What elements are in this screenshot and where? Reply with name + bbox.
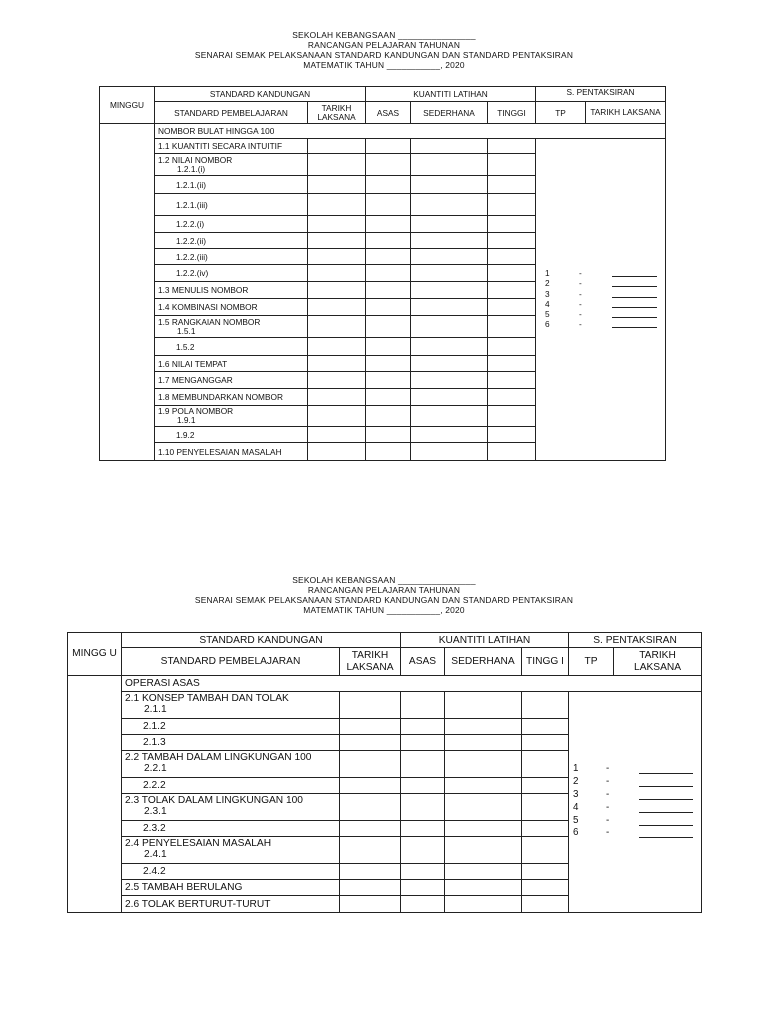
tinggi-cell[interactable] bbox=[488, 389, 536, 406]
asas-cell[interactable] bbox=[366, 338, 411, 356]
tinggi-cell[interactable] bbox=[522, 880, 569, 896]
tp-level: 2 bbox=[545, 278, 550, 289]
tarikh-cell[interactable] bbox=[308, 427, 366, 443]
sederhana-cell[interactable] bbox=[411, 282, 488, 299]
standard-sub-item: 2.1.2 bbox=[122, 719, 340, 735]
tp-dash: - bbox=[606, 788, 610, 800]
sederhana-cell[interactable] bbox=[445, 778, 522, 794]
standard-sub-item: 1.2.1.(iii) bbox=[155, 194, 308, 216]
tarikh-cell[interactable] bbox=[340, 837, 401, 864]
sederhana-cell[interactable] bbox=[411, 338, 488, 356]
table-row bbox=[68, 692, 702, 719]
plan-title: RANCANGAN PELAJARAN TAHUNAN bbox=[307, 40, 461, 51]
sederhana-cell[interactable] bbox=[411, 427, 488, 443]
topic-row bbox=[100, 124, 666, 139]
tp-level: 6 bbox=[573, 827, 579, 839]
asas-cell[interactable] bbox=[401, 751, 445, 778]
tinggi-cell[interactable] bbox=[522, 864, 569, 880]
standard-sub-item: 2.3.1 bbox=[144, 806, 167, 817]
tarikh-laksana-header-2: TARIKH LAKSANA bbox=[614, 648, 702, 676]
standard-sub-item: 2.4.2 bbox=[122, 864, 340, 880]
asas-cell[interactable] bbox=[366, 233, 411, 249]
school-name-line: SEKOLAH KEBANGSAAN ________________ bbox=[292, 575, 476, 585]
sederhana-cell[interactable] bbox=[411, 216, 488, 233]
sederhana-cell[interactable] bbox=[411, 265, 488, 282]
tp-cell bbox=[569, 692, 702, 913]
asas-cell[interactable] bbox=[401, 735, 445, 751]
standard-item bbox=[155, 406, 308, 427]
tinggi-cell[interactable] bbox=[488, 299, 536, 316]
standard-item bbox=[155, 154, 308, 176]
tp-row-3 bbox=[536, 289, 665, 299]
standard-sub-item: 1.2.2.(i) bbox=[155, 216, 308, 233]
standard-sub-item: 2.3.2 bbox=[122, 821, 340, 837]
header-row-1 bbox=[100, 87, 666, 102]
standard-sub-item: 1.9.2 bbox=[155, 427, 308, 443]
tp-level: 5 bbox=[573, 814, 579, 826]
tinggi-cell[interactable] bbox=[488, 139, 536, 154]
standard-item: 1.4 KOMBINASI NOMBOR bbox=[155, 299, 308, 316]
standard-kandungan-header: STANDARD KANDUNGAN bbox=[122, 633, 401, 648]
tarikh-cell[interactable] bbox=[308, 139, 366, 154]
standard-item-title: 1.2 NILAI NOMBOR bbox=[158, 154, 233, 165]
tp-row-6 bbox=[536, 319, 665, 329]
tarikh-cell[interactable] bbox=[308, 176, 366, 194]
sederhana-cell[interactable] bbox=[445, 735, 522, 751]
standard-item-title: 1.9 POLA NOMBOR bbox=[158, 406, 234, 417]
tp-level: 3 bbox=[573, 788, 579, 800]
tarikh-laksana-header: TARIKH LAKSANA bbox=[340, 648, 401, 676]
tinggi-header: TINGGI bbox=[488, 102, 536, 124]
tp-level: 4 bbox=[545, 298, 550, 309]
tp-date-blank[interactable] bbox=[639, 825, 693, 826]
sederhana-cell[interactable] bbox=[411, 406, 488, 427]
tp-date-blank[interactable] bbox=[612, 297, 657, 298]
tp-row-4 bbox=[536, 299, 665, 309]
tarikh-cell[interactable] bbox=[340, 864, 401, 880]
tarikh-cell[interactable] bbox=[308, 282, 366, 299]
minggu-cell[interactable] bbox=[100, 124, 155, 461]
tp-date-blank[interactable] bbox=[639, 799, 693, 800]
standard-item bbox=[122, 837, 340, 864]
header-row-2 bbox=[68, 648, 702, 676]
tp-row-6 bbox=[569, 827, 701, 840]
tp-date-blank[interactable] bbox=[639, 786, 693, 787]
tinggi-cell[interactable] bbox=[488, 427, 536, 443]
tp-dash: - bbox=[579, 309, 582, 320]
standard-sub-item: 2.1.3 bbox=[122, 735, 340, 751]
standard-item: 1.1 KUANTITI SECARA INTUITIF bbox=[155, 139, 308, 154]
tp-dash: - bbox=[579, 268, 582, 278]
subject-line: MATEMATIK TAHUN ___________, 2020 bbox=[303, 605, 465, 616]
tp-date-blank[interactable] bbox=[612, 327, 657, 328]
tp-row-4 bbox=[569, 802, 701, 815]
checklist-table bbox=[99, 86, 666, 461]
asas-cell[interactable] bbox=[366, 389, 411, 406]
tinggi-cell[interactable] bbox=[488, 356, 536, 372]
tp-level: 2 bbox=[573, 775, 579, 787]
tinggi-cell[interactable] bbox=[488, 154, 536, 176]
tp-date-blank[interactable] bbox=[612, 286, 657, 287]
standard-sub-item: 1.2.1.(i) bbox=[177, 163, 206, 174]
sederhana-cell[interactable] bbox=[445, 794, 522, 821]
tinggi-cell[interactable] bbox=[488, 194, 536, 216]
asas-cell[interactable] bbox=[401, 794, 445, 821]
asas-cell[interactable] bbox=[366, 139, 411, 154]
standard-sub-item: 1.2.2.(iii) bbox=[155, 249, 308, 265]
sederhana-cell[interactable] bbox=[445, 719, 522, 735]
tp-dash: - bbox=[579, 288, 582, 299]
tinggi-header: TINGG I bbox=[522, 648, 569, 676]
subject-line: MATEMATIK TAHUN ___________, 2020 bbox=[303, 60, 465, 71]
minggu-header: MINGGU bbox=[100, 87, 155, 124]
sederhana-cell[interactable] bbox=[445, 692, 522, 719]
tinggi-cell[interactable] bbox=[488, 316, 536, 338]
tarikh-cell[interactable] bbox=[308, 299, 366, 316]
standard-sub-item: 2.2.2 bbox=[122, 778, 340, 794]
standard-pembelajaran-header: STANDARD PEMBELAJARAN bbox=[122, 648, 340, 676]
tp-level: 4 bbox=[573, 801, 579, 813]
asas-cell[interactable] bbox=[366, 249, 411, 265]
topic-title: OPERASI ASAS bbox=[122, 676, 702, 692]
tinggi-cell[interactable] bbox=[488, 443, 536, 461]
sederhana-cell[interactable] bbox=[411, 389, 488, 406]
tinggi-cell[interactable] bbox=[522, 778, 569, 794]
standard-item-title: 2.1 KONSEP TAMBAH DAN TOLAK bbox=[125, 693, 289, 705]
standard-item bbox=[122, 751, 340, 778]
tp-list bbox=[569, 763, 701, 840]
asas-header: ASAS bbox=[401, 648, 445, 676]
tp-dash: - bbox=[606, 763, 610, 774]
standard-item: 1.10 PENYELESAIAN MASALAH bbox=[155, 443, 308, 461]
asas-cell[interactable] bbox=[366, 265, 411, 282]
school-name-line: SEKOLAH KEBANGSAAN ________________ bbox=[292, 30, 476, 40]
sederhana-cell[interactable] bbox=[445, 837, 522, 864]
tarikh-cell[interactable] bbox=[308, 338, 366, 356]
standard-item: 1.3 MENULIS NOMBOR bbox=[155, 282, 308, 299]
tarikh-cell[interactable] bbox=[308, 406, 366, 427]
header-row-2 bbox=[100, 102, 666, 124]
sederhana-cell[interactable] bbox=[411, 139, 488, 154]
sederhana-cell[interactable] bbox=[411, 233, 488, 249]
tp-list bbox=[536, 268, 665, 330]
standard-sub-item: 1.9.1 bbox=[177, 415, 196, 425]
asas-cell[interactable] bbox=[401, 719, 445, 735]
tarikh-cell[interactable] bbox=[308, 154, 366, 176]
tp-date-blank[interactable] bbox=[639, 773, 693, 774]
minggu-header: MINGG U bbox=[68, 633, 122, 676]
asas-cell[interactable] bbox=[401, 837, 445, 864]
tp-date-blank[interactable] bbox=[612, 276, 657, 277]
tarikh-cell[interactable] bbox=[308, 265, 366, 282]
standard-pembelajaran-header: STANDARD PEMBELAJARAN bbox=[155, 102, 308, 124]
sederhana-header: SEDERHANA bbox=[445, 648, 522, 676]
sederhana-cell[interactable] bbox=[445, 751, 522, 778]
tp-row-3 bbox=[569, 789, 701, 802]
table-row bbox=[100, 139, 666, 154]
sederhana-cell[interactable] bbox=[411, 443, 488, 461]
tinggi-cell[interactable] bbox=[522, 794, 569, 821]
minggu-cell[interactable] bbox=[68, 676, 122, 913]
tinggi-cell[interactable] bbox=[522, 837, 569, 864]
tp-row-1 bbox=[569, 763, 701, 776]
tp-date-blank[interactable] bbox=[612, 317, 657, 318]
sederhana-cell[interactable] bbox=[411, 194, 488, 216]
asas-cell[interactable] bbox=[366, 299, 411, 316]
asas-cell[interactable] bbox=[366, 443, 411, 461]
tarikh-cell[interactable] bbox=[340, 778, 401, 794]
asas-cell[interactable] bbox=[366, 356, 411, 372]
tp-header: TP bbox=[536, 102, 586, 124]
tarikh-cell[interactable] bbox=[340, 719, 401, 735]
tp-row-1 bbox=[536, 268, 665, 278]
standard-item bbox=[122, 692, 340, 719]
standard-sub-item: 1.5.2 bbox=[155, 338, 308, 356]
tp-dash: - bbox=[606, 827, 610, 839]
standard-sub-item: 1.2.2.(iv) bbox=[155, 265, 308, 282]
asas-header: ASAS bbox=[366, 102, 411, 124]
tarikh-cell[interactable] bbox=[340, 821, 401, 837]
tarikh-cell[interactable] bbox=[308, 233, 366, 249]
standard-item-title: 1.5 RANGKAIAN NOMBOR bbox=[158, 316, 261, 327]
standard-item: 1.6 NILAI TEMPAT bbox=[155, 356, 308, 372]
asas-cell[interactable] bbox=[366, 176, 411, 194]
sederhana-cell[interactable] bbox=[411, 154, 488, 176]
standard-item-title: 2.4 PENYELESAIAN MASALAH bbox=[125, 838, 272, 850]
document-header bbox=[0, 575, 768, 615]
standard-sub-item: 2.4.1 bbox=[144, 849, 167, 860]
asas-cell[interactable] bbox=[366, 154, 411, 176]
tarikh-cell[interactable] bbox=[340, 794, 401, 821]
topic-title: NOMBOR BULAT HINGGA 100 bbox=[155, 124, 666, 139]
tarikh-cell[interactable] bbox=[308, 316, 366, 338]
tinggi-cell[interactable] bbox=[522, 735, 569, 751]
tinggi-cell[interactable] bbox=[488, 216, 536, 233]
sederhana-cell[interactable] bbox=[445, 896, 522, 913]
standard-item: 1.7 MENGANGGAR bbox=[155, 372, 308, 389]
tinggi-cell[interactable] bbox=[488, 338, 536, 356]
tp-cell bbox=[536, 139, 666, 461]
asas-cell[interactable] bbox=[366, 216, 411, 233]
asas-cell[interactable] bbox=[401, 864, 445, 880]
tp-row-5 bbox=[569, 815, 701, 828]
header-row-1 bbox=[68, 633, 702, 648]
asas-cell[interactable] bbox=[366, 194, 411, 216]
tarikh-cell[interactable] bbox=[340, 692, 401, 719]
asas-cell[interactable] bbox=[366, 282, 411, 299]
tarikh-cell[interactable] bbox=[308, 389, 366, 406]
tinggi-cell[interactable] bbox=[488, 233, 536, 249]
sederhana-header: SEDERHANA bbox=[411, 102, 488, 124]
kuantiti-latihan-header: KUANTITI LATIHAN bbox=[366, 87, 536, 102]
sederhana-cell[interactable] bbox=[411, 249, 488, 265]
tarikh-cell[interactable] bbox=[308, 372, 366, 389]
standard-sub-item: 1.2.1.(ii) bbox=[155, 176, 308, 194]
tp-level: 1 bbox=[545, 268, 550, 278]
sederhana-cell[interactable] bbox=[411, 176, 488, 194]
asas-cell[interactable] bbox=[366, 427, 411, 443]
standard-item: 1.8 MEMBUNDARKAN NOMBOR bbox=[155, 389, 308, 406]
checklist-table bbox=[67, 632, 702, 913]
asas-cell[interactable] bbox=[366, 372, 411, 389]
tarikh-cell[interactable] bbox=[308, 194, 366, 216]
sederhana-cell[interactable] bbox=[445, 880, 522, 896]
sederhana-cell[interactable] bbox=[411, 316, 488, 338]
standard-sub-item: 1.5.1 bbox=[177, 325, 196, 336]
standard-item-title: 2.2 TAMBAH DALAM LINGKUNGAN 100 bbox=[125, 752, 312, 764]
standard-item-title: 2.3 TOLAK DALAM LINGKUNGAN 100 bbox=[125, 795, 303, 807]
tp-dash: - bbox=[606, 801, 610, 813]
s-pentaksiran-header: S. PENTAKSIRAN bbox=[569, 633, 702, 648]
standard-sub-item: 1.2.2.(ii) bbox=[155, 233, 308, 249]
asas-cell[interactable] bbox=[401, 692, 445, 719]
tarikh-cell[interactable] bbox=[340, 751, 401, 778]
asas-cell[interactable] bbox=[401, 778, 445, 794]
asas-cell[interactable] bbox=[366, 316, 411, 338]
tp-level: 3 bbox=[545, 288, 550, 299]
standard-sub-item: 2.1.1 bbox=[144, 704, 167, 715]
tinggi-cell[interactable] bbox=[488, 372, 536, 389]
tarikh-cell[interactable] bbox=[308, 216, 366, 233]
tp-level: 1 bbox=[573, 763, 579, 774]
tarikh-laksana-header-2: TARIKH LAKSANA bbox=[586, 102, 666, 124]
standard-item: 2.5 TAMBAH BERULANG bbox=[122, 880, 340, 896]
tp-dash: - bbox=[579, 319, 582, 330]
tp-level: 5 bbox=[545, 309, 550, 320]
asas-cell[interactable] bbox=[401, 880, 445, 896]
tp-date-blank[interactable] bbox=[612, 307, 657, 308]
kuantiti-latihan-header: KUANTITI LATIHAN bbox=[401, 633, 569, 648]
plan-title: RANCANGAN PELAJARAN TAHUNAN bbox=[307, 585, 461, 596]
sederhana-cell[interactable] bbox=[411, 372, 488, 389]
tinggi-cell[interactable] bbox=[488, 249, 536, 265]
tinggi-cell[interactable] bbox=[488, 265, 536, 282]
tinggi-cell[interactable] bbox=[488, 406, 536, 427]
checklist-title: SENARAI SEMAK PELAKSANAAN STANDARD KANDUNGAN DAN STANDARD PENTAKSIRAN bbox=[194, 595, 574, 606]
tinggi-cell[interactable] bbox=[488, 176, 536, 194]
standard-item: 2.6 TOLAK BERTURUT-TURUT bbox=[122, 896, 340, 913]
tp-date-blank[interactable] bbox=[639, 812, 693, 813]
tarikh-laksana-header: TARIKH LAKSANA bbox=[308, 102, 366, 124]
document-header bbox=[0, 30, 768, 70]
tinggi-cell[interactable] bbox=[522, 751, 569, 778]
tp-dash: - bbox=[579, 298, 582, 309]
tinggi-cell[interactable] bbox=[522, 821, 569, 837]
standard-sub-item: 2.2.1 bbox=[144, 763, 167, 774]
tp-dash: - bbox=[606, 775, 610, 787]
tarikh-cell[interactable] bbox=[340, 880, 401, 896]
asas-cell[interactable] bbox=[366, 406, 411, 427]
tinggi-cell[interactable] bbox=[522, 896, 569, 913]
tp-row-5 bbox=[536, 309, 665, 319]
asas-cell[interactable] bbox=[401, 821, 445, 837]
checklist-title: SENARAI SEMAK PELAKSANAAN STANDARD KANDUNGAN DAN STANDARD PENTAKSIRAN bbox=[194, 50, 574, 61]
sederhana-cell[interactable] bbox=[445, 821, 522, 837]
tp-date-blank[interactable] bbox=[639, 837, 693, 838]
tarikh-cell[interactable] bbox=[340, 735, 401, 751]
topic-row bbox=[68, 676, 702, 692]
tp-header: TP bbox=[569, 648, 614, 676]
tarikh-cell[interactable] bbox=[340, 896, 401, 913]
sederhana-cell[interactable] bbox=[411, 356, 488, 372]
standard-item bbox=[122, 794, 340, 821]
tinggi-cell[interactable] bbox=[522, 692, 569, 719]
tarikh-cell[interactable] bbox=[308, 443, 366, 461]
s-pentaksiran-header: S. PENTAKSIRAN bbox=[536, 87, 666, 102]
sederhana-cell[interactable] bbox=[411, 299, 488, 316]
tp-row-2 bbox=[569, 776, 701, 789]
tarikh-cell[interactable] bbox=[308, 356, 366, 372]
tinggi-cell[interactable] bbox=[488, 282, 536, 299]
sederhana-cell[interactable] bbox=[445, 864, 522, 880]
tp-row-2 bbox=[536, 278, 665, 288]
tarikh-cell[interactable] bbox=[308, 249, 366, 265]
tp-level: 6 bbox=[545, 319, 550, 330]
tp-dash: - bbox=[606, 814, 610, 826]
tp-dash: - bbox=[579, 278, 582, 289]
tinggi-cell[interactable] bbox=[522, 719, 569, 735]
standard-kandungan-header: STANDARD KANDUNGAN bbox=[155, 87, 366, 102]
standard-item bbox=[155, 316, 308, 338]
asas-cell[interactable] bbox=[401, 896, 445, 913]
